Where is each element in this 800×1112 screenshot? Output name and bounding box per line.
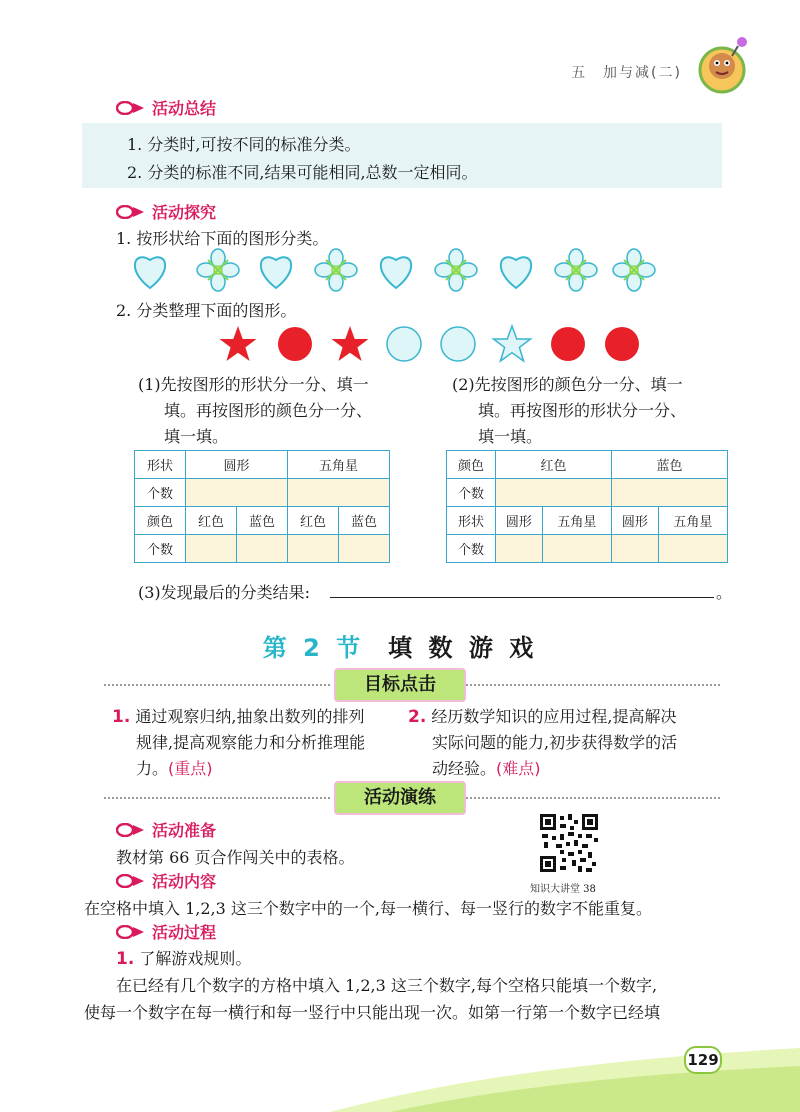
section-title	[0, 628, 800, 663]
summary-item: 2. 分类的标准不同,结果可能相同,总数一定相同。	[127, 163, 478, 182]
part-1-line: 填。再按图形的颜色分一分、	[164, 401, 373, 420]
goal-2	[408, 704, 677, 782]
answer-cell[interactable]	[237, 535, 288, 563]
table-cell: 个数	[135, 535, 186, 563]
explore-label	[116, 200, 216, 223]
explore-label-text: 活动探究	[152, 203, 217, 222]
answer-cell[interactable]	[288, 535, 339, 563]
table-cell: 个数	[447, 535, 496, 563]
process-label	[116, 920, 216, 943]
red-star-shape	[332, 326, 369, 361]
answer-cell[interactable]	[288, 479, 390, 507]
answer-cell[interactable]	[496, 535, 543, 563]
activity-bullet-icon	[116, 823, 146, 837]
section-number: 第 2 节	[262, 634, 365, 662]
prep-text: 教材第 66 页合作闯关中的表格。	[116, 848, 355, 867]
bottom-wave-decoration	[330, 1040, 800, 1112]
part-2-line: (2)先按图形的颜色分一分、填一	[452, 375, 683, 394]
goal-line: 经历数学知识的应用过程,提高解决	[431, 707, 677, 726]
summary-item: 1. 分类时,可按不同的标准分类。	[127, 135, 361, 154]
flower-shape	[315, 249, 357, 291]
answer-cell[interactable]	[658, 535, 727, 563]
step-1	[116, 946, 251, 969]
goal-line: 通过观察归纳,抽象出数列的排列	[135, 707, 365, 726]
table-cell: 圆形	[496, 507, 543, 535]
table-cell: 圆形	[186, 451, 288, 479]
goal-line: 力。	[136, 759, 169, 778]
mascot-icon	[688, 28, 758, 98]
part-3-label: (3)发现最后的分类结果:	[138, 583, 311, 602]
goal-line: 规律,提高观察能力和分析推理能	[136, 733, 366, 752]
qr-caption: 知识大讲堂 38	[530, 884, 596, 895]
prep-label	[116, 818, 216, 841]
activity-bullet-icon	[116, 101, 146, 115]
answer-cell[interactable]	[611, 479, 727, 507]
summary-label	[116, 96, 216, 119]
heart-shape	[135, 257, 165, 288]
part-3-end: 。	[716, 583, 733, 602]
table-shape-first	[134, 450, 390, 563]
flower-shape	[613, 249, 655, 291]
blue-circle-shape	[387, 327, 421, 361]
activity-bullet-icon	[116, 874, 146, 888]
table-cell: 形状	[447, 507, 496, 535]
blue-star-shape	[494, 326, 531, 361]
summary-label-text: 活动总结	[152, 99, 217, 118]
answer-line[interactable]	[330, 597, 714, 598]
qr-code-icon[interactable]	[538, 812, 600, 874]
answer-cell[interactable]	[496, 479, 612, 507]
paragraph-line: 在已经有几个数字的方格中填入 1,2,3 这三个数字,每个空格只能填一个数字,	[116, 976, 658, 995]
part-2-line: 填一填。	[478, 427, 543, 446]
goal-line: 动经验。	[432, 759, 497, 778]
part-1-text	[138, 372, 372, 450]
flower-shape	[435, 249, 477, 291]
prep-label-text: 活动准备	[152, 821, 217, 840]
table-cell: 个数	[447, 479, 496, 507]
content-text: 在空格中填入 1,2,3 这三个数字中的一个,每一横行、每一竖行的数字不能重复。	[84, 899, 652, 918]
activity-bullet-icon	[116, 925, 146, 939]
table-cell: 蓝色	[611, 451, 727, 479]
goal-1	[112, 704, 365, 782]
part-1-line: (1)先按图形的形状分一分、填一	[138, 375, 369, 394]
table-cell: 蓝色	[339, 507, 390, 535]
heart-shape	[381, 257, 411, 288]
divider	[466, 684, 720, 686]
content-label-text: 活动内容	[152, 872, 217, 891]
goal-number: 1.	[112, 707, 131, 727]
red-star-shape	[220, 326, 257, 361]
question-1: 1. 按形状给下面的图形分类。	[116, 229, 329, 248]
answer-cell[interactable]	[186, 479, 288, 507]
key-point-tag: (重点)	[168, 759, 213, 778]
flower-shape	[555, 249, 597, 291]
goal-line: 实际问题的能力,初步获得数学的活	[432, 733, 678, 752]
table-cell: 五角星	[658, 507, 727, 535]
goal-number: 2.	[408, 707, 427, 727]
divider	[466, 797, 720, 799]
part-1-line: 填一填。	[164, 427, 229, 446]
heart-shape	[501, 257, 531, 288]
table-cell: 颜色	[447, 451, 496, 479]
section-title-text: 填 数 游 戏	[388, 634, 538, 662]
content-label	[116, 869, 216, 892]
table-cell: 红色	[496, 451, 612, 479]
part-2-text	[452, 372, 686, 450]
goals-banner: 目标点击	[334, 668, 466, 702]
divider	[104, 797, 330, 799]
blue-circle-shape	[441, 327, 475, 361]
chapter-header: 五 加与减(二)	[571, 65, 682, 81]
part-2-line: 填。再按图形的形状分一分、	[478, 401, 687, 420]
table-cell: 五角星	[288, 451, 390, 479]
table-cell: 五角星	[542, 507, 611, 535]
flower-shape	[197, 249, 239, 291]
page-number: 129	[684, 1046, 722, 1074]
table-cell: 颜色	[135, 507, 186, 535]
answer-cell[interactable]	[542, 535, 611, 563]
practice-banner: 活动演练	[334, 781, 466, 815]
paragraph-line: 使每一个数字在每一横行和每一竖行中只能出现一次。如第一行第一个数字已经填	[84, 1003, 661, 1022]
rules-paragraph	[84, 972, 734, 1026]
divider	[104, 684, 330, 686]
red-circle-shape	[551, 327, 585, 361]
table-cell: 个数	[135, 479, 186, 507]
shapes-row-1	[132, 248, 662, 292]
answer-cell[interactable]	[186, 535, 237, 563]
red-circle-shape	[605, 327, 639, 361]
step-number: 1.	[116, 949, 135, 969]
heart-shape	[261, 257, 291, 288]
question-2: 2. 分类整理下面的图形。	[116, 301, 297, 320]
summary-box	[82, 123, 722, 188]
answer-cell[interactable]	[611, 535, 658, 563]
table-cell: 蓝色	[237, 507, 288, 535]
red-circle-shape	[278, 327, 312, 361]
shapes-row-2	[218, 324, 644, 364]
step-text: 了解游戏规则。	[139, 949, 252, 968]
difficult-point-tag: (难点)	[496, 759, 541, 778]
activity-bullet-icon	[116, 205, 146, 219]
answer-cell[interactable]	[339, 535, 390, 563]
table-cell: 圆形	[611, 507, 658, 535]
table-cell: 红色	[186, 507, 237, 535]
table-color-first	[446, 450, 728, 563]
table-cell: 红色	[288, 507, 339, 535]
table-cell: 形状	[135, 451, 186, 479]
process-label-text: 活动过程	[152, 923, 217, 942]
